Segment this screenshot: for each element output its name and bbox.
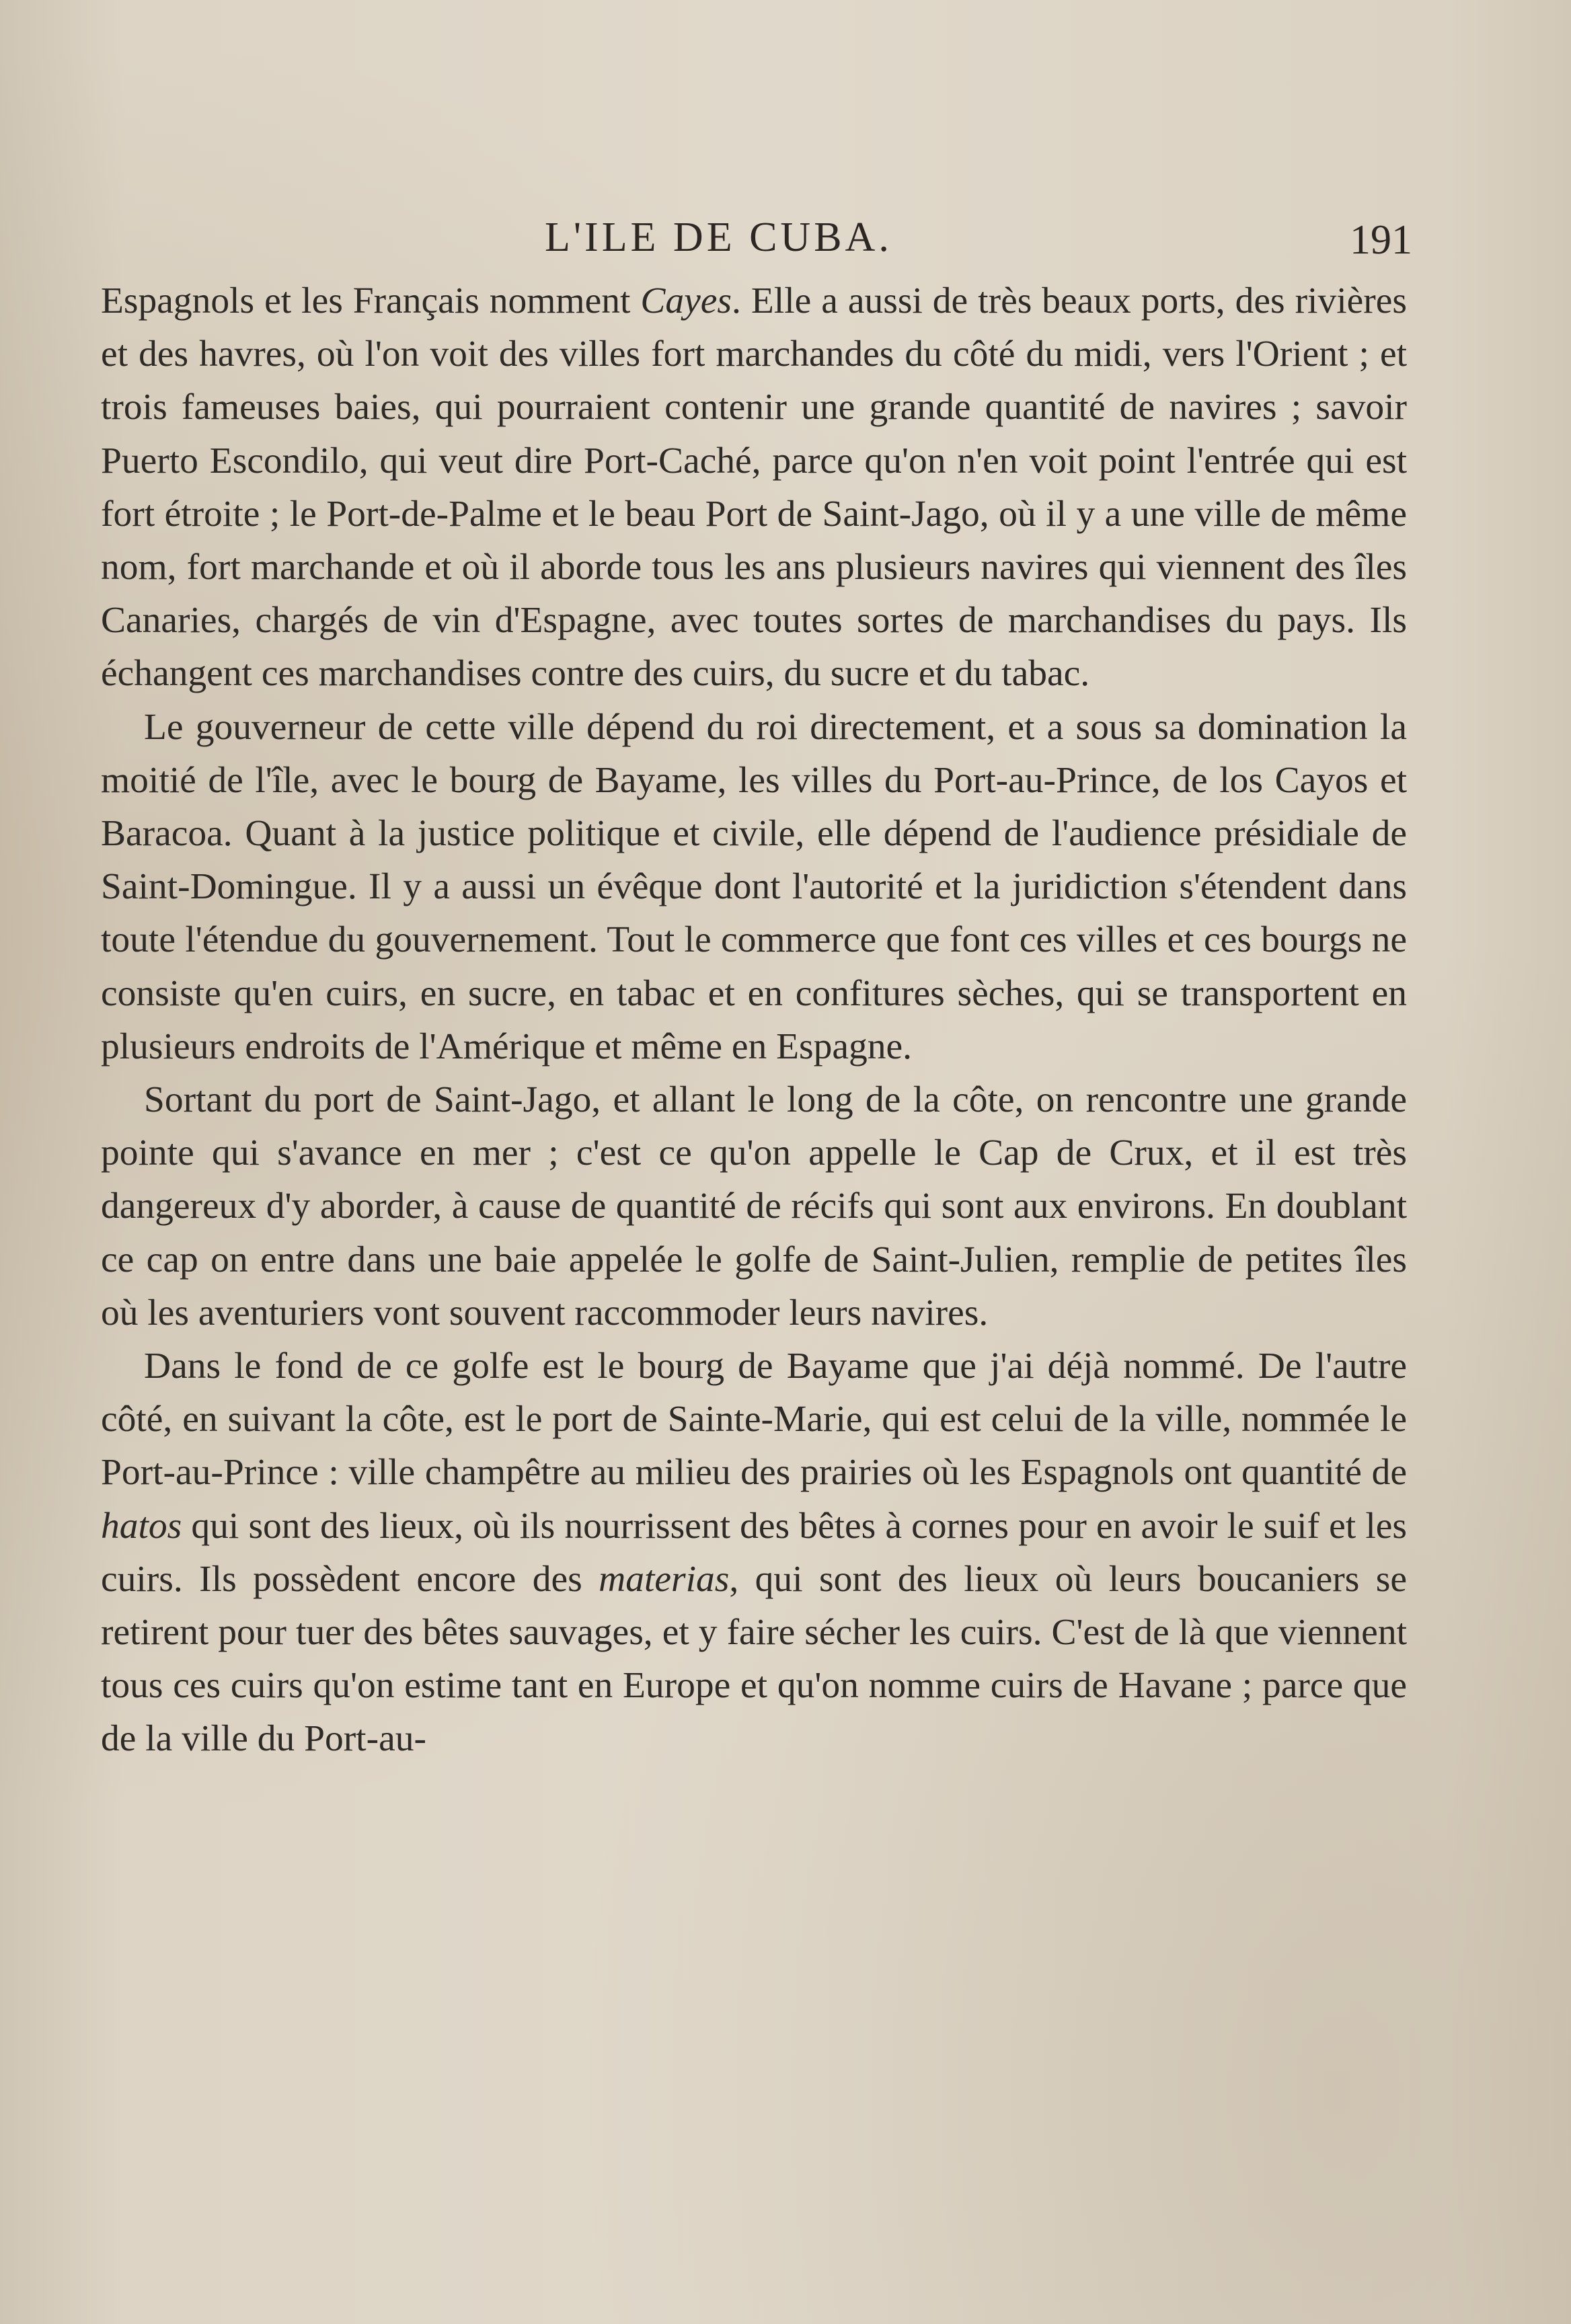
running-title: L'ILE DE CUBA. [545,215,892,260]
italic-term: Cayes [640,280,732,321]
running-head [101,214,1412,268]
paragraph [101,1340,1407,1766]
text-run: , qui sont des lieux où leurs boucaniers se retirent pour tuer des bêtes sauvages, et y faire sécher les cuirs. C'est de là que viennent tous ces cuirs qu'on estime tant en Europe et qu'on nomme cuirs de Havane ; parce que de la ville du Port-au- [101,1558,1407,1760]
italic-term: hatos [101,1505,182,1547]
text-run: Dans le fond de ce golfe est le bourg de Bayame que j'ai déjà nommé. De l'autre côté, en suivant la côte, est le port de Sainte-Marie, qui est celui de la ville, nommée le Port-au-Prince : ville champêtre au milieu des prairies où les Espagnols ont quantité de [101,1346,1407,1494]
italic-term: materias [599,1558,730,1600]
text-run: Sortant du port de Saint-Jago, et allant le long de la côte, on rencontre une grande pointe qui s'avance en mer ; c'est ce qu'on appelle le Cap de Crux, et il est très dangereux d'y aborder, à cause de quantité de récifs qui sont aux environs. En doublant ce cap on entre dans une baie appelée le golfe de Saint-Julien, remplie de petites îles où les aventuriers vont souvent raccommoder leurs navires. [101,1079,1407,1333]
paragraph [101,701,1407,1073]
paragraph [101,274,1407,701]
text-run: . Elle a aussi de très beaux ports, des rivières et des havres, où l'on voit des villes fort marchandes du côté du midi, vers l'Orient ; et trois fameuses baies, qui pourraient contenir une grande quantité de navires ; savoir Puerto Escondilo, qui veut dire Port-Caché, parce qu'on n'en voit point l'entrée qui est fort étroite ; le Port-de-Palme et le beau Port de Saint-Jago, où il y a une ville de même nom, fort marchande et où il aborde tous les ans plusieurs navires qui viennent des îles Canaries, chargés de vin d'Espagne, avec toutes sortes de marchandises du pays. Ils échangent ces marchandises contre des cuirs, du sucre et du tabac. [101,280,1407,695]
text-run: qui sont des lieux, où ils nourrissent des bêtes à cornes pour en avoir le suif et les cuirs. Ils possèdent encore des [101,1505,1407,1600]
paragraph [101,1073,1407,1340]
text-run: Espagnols et les Français nomment [101,280,641,321]
page-number: 191 [1350,217,1412,263]
text-run: Le gouverneur de cette ville dépend du roi directement, et a sous sa domination la moitié de l'île, avec le bourg de Bayame, les villes du Port-au-Prince, de los Cayos et Baracoa. Quant à la justice politique et civile, elle dépend de l'audience présidiale de Saint-Domingue. Il y a aussi un évêque dont l'autorité et la juridiction s'étendent dans toute l'étendue du gouvernement. Tout le commerce que font ces villes et ces bourgs ne consiste qu'en cuirs, en sucre, en tabac et en confitures sèches, qui se transportent en plusieurs endroits de l'Amérique et même en Espagne. [101,706,1407,1067]
body-text [101,274,1407,1766]
